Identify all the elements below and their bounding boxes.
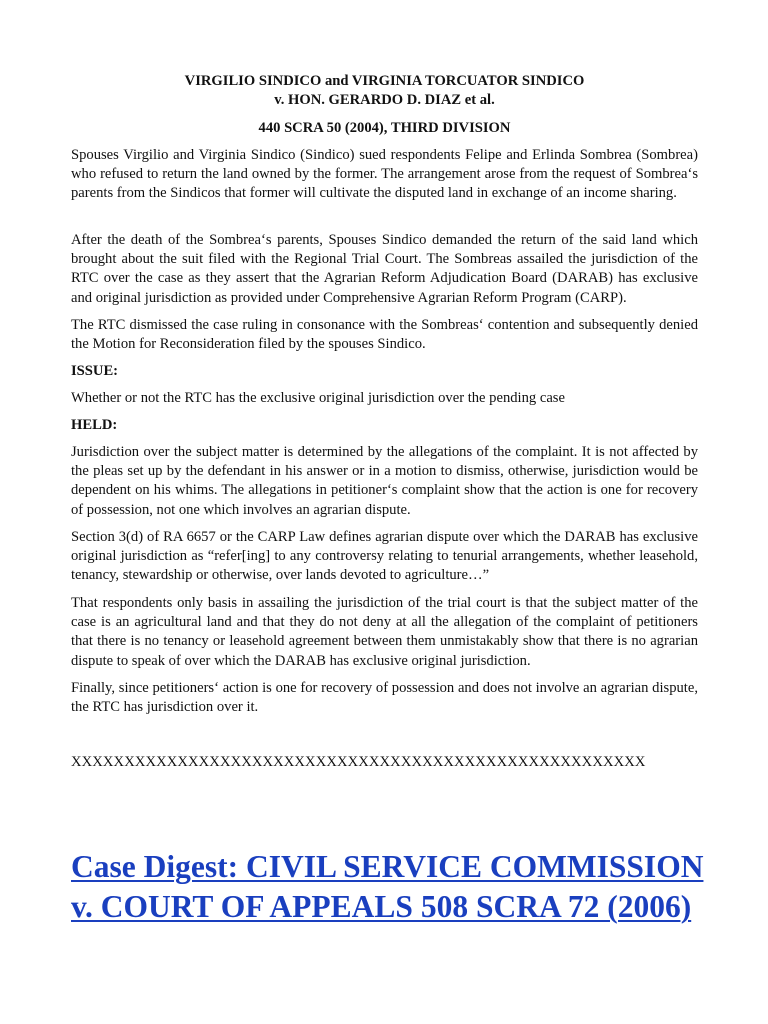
held-paragraph-3: That respondents only basis in assailing the jurisdiction of the trial court is that the subject matter of the case is an agricultural land and that they do not deny at all the allegation of the complaint of petitioners that there is no tenancy or leasehold agreement between them unmistakably show that there is no agrarian dispute to speak of over which the DARAB has exclusive original jurisdiction.	[71, 595, 698, 669]
section-separator: XXXXXXXXXXXXXXXXXXXXXXXXXXXXXXXXXXXXXXXXXXXXXXXXXXXXXX	[71, 754, 646, 770]
held-paragraph-4: Finally, since petitioners‘ action is one for recovery of possession and does not involve an agrarian dispute, the RTC has jurisdiction over it.	[71, 680, 698, 716]
held-heading: HELD:	[71, 417, 118, 433]
issue-heading: ISSUE:	[71, 363, 119, 379]
facts-paragraph-2: After the death of the Sombrea‘s parents, Spouses Sindico demanded the return of the said land which brought about the suit filed with the Regional Trial Court. The Sombreas assailed the jurisdiction of the RTC over the case as they assert that the Agrarian Reform Adjudication Board (DARAB) has exclusive and original jurisdiction as provided under Comprehensive Agrarian Reform Program (CARP).	[71, 232, 698, 306]
next-digest-link-line-2[interactable]: v. COURT OF APPEALS 508 SCRA 72 (2006)	[71, 889, 692, 924]
facts-paragraph-1: Spouses Virgilio and Virginia Sindico (Sindico) sued respondents Felipe and Erlinda Sombrea (Sombrea) who refused to return the land owned by the former. The arrangement arose from the request of Sombrea‘s parents from the Sindicos that former will cultivate the disputed land in exchange of an income sharing.	[71, 147, 698, 202]
case-title-line-1: VIRGILIO SINDICO and VIRGINIA TORCUATOR SINDICO	[184, 73, 585, 89]
next-digest-link-line-1[interactable]: Case Digest: CIVIL SERVICE COMMISSION	[71, 849, 704, 884]
case-citation: 440 SCRA 50 (2004), THIRD DIVISION	[258, 120, 511, 136]
held-paragraph-2: Section 3(d) of RA 6657 or the CARP Law defines agrarian dispute over which the DARAB has exclusive original jurisdiction as “refer[ing] to any controversy relating to tenurial arrangements, whether leasehold, tenancy, stewardship or otherwise, over lands devoted to agriculture…”	[71, 529, 698, 584]
issue-text: Whether or not the RTC has the exclusive original jurisdiction over the pending case	[71, 390, 565, 406]
facts-paragraph-3: The RTC dismissed the case ruling in consonance with the Sombreas‘ contention and subsequently denied the Motion for Reconsideration filed by the spouses Sindico.	[71, 317, 698, 353]
held-paragraph-1: Jurisdiction over the subject matter is determined by the allegations of the complaint. It is not affected by the pleas set up by the defendant in his answer or in a motion to dismiss, otherwise, jurisdiction would be dependent on his whims. The allegations in petitioner‘s complaint show that the action is one for recovery of possession, not one which involves an agrarian dispute.	[71, 444, 698, 518]
case-title-line-2: v. HON. GERARDO D. DIAZ et al.	[274, 92, 495, 108]
